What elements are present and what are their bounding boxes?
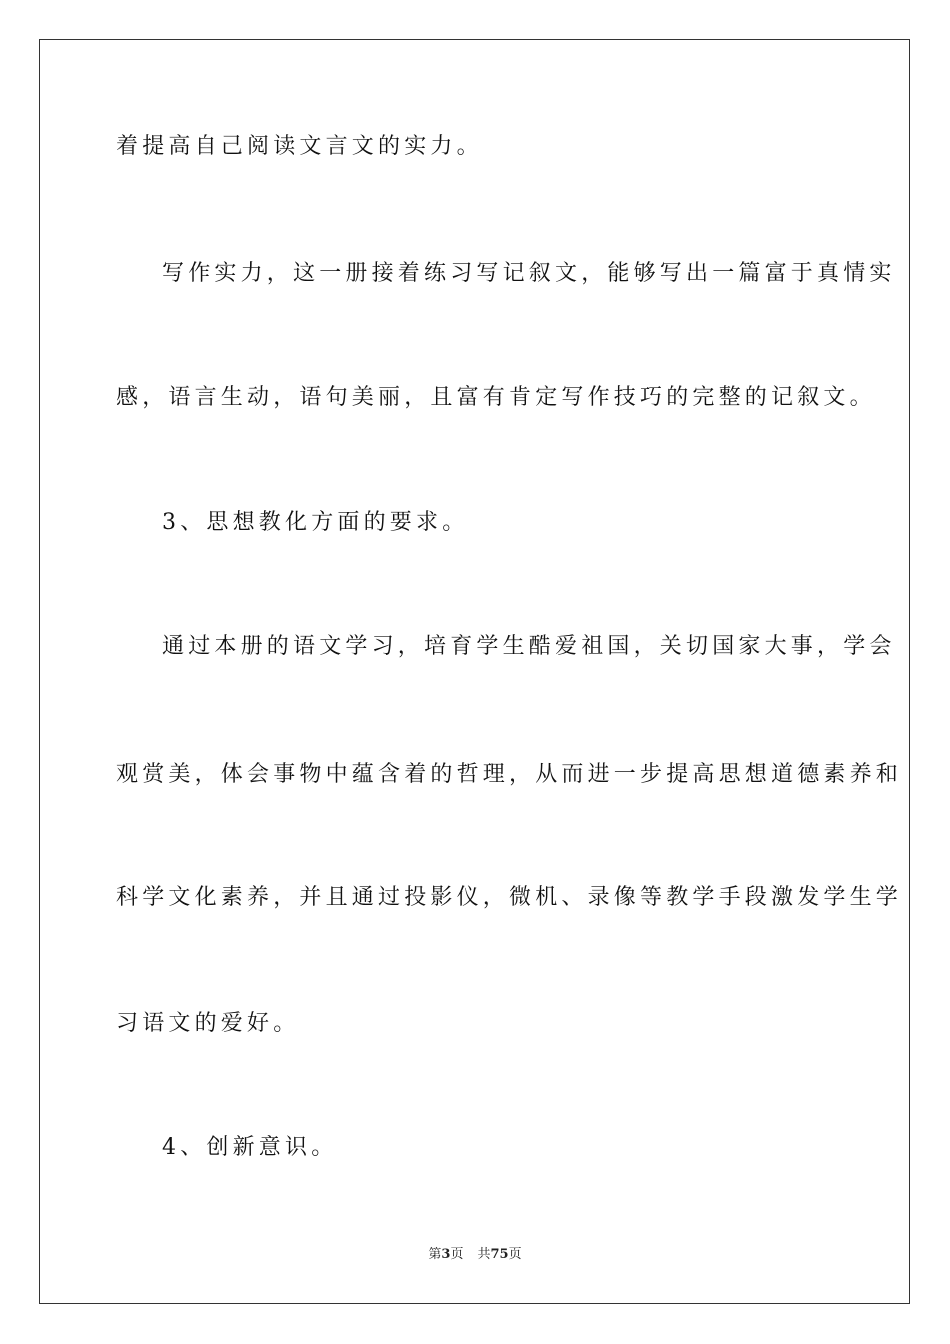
footer-total-pages: 75 (490, 1247, 509, 1262)
page-footer (0, 1246, 950, 1264)
text-line-8: 习语文的爱好。 (116, 1011, 300, 1036)
footer-page-number: 3 (441, 1247, 451, 1262)
text-line-5: 通过本册的语文学习，培育学生酷爱祖国，关切国家大事，学会 (162, 634, 896, 659)
section-heading-4: 4、创新意识。 (162, 1135, 338, 1160)
text-line-1: 着提高自己阅读文言文的实力。 (116, 134, 483, 159)
footer-total-suffix: 页 (508, 1247, 522, 1262)
text-line-6: 观赏美，体会事物中蕴含着的哲理，从而进一步提高思想道德素养和 (116, 762, 903, 787)
page-border (39, 39, 910, 1304)
footer-page-suffix: 页 (450, 1247, 464, 1262)
text-line-7: 科学文化素养，并且通过投影仪，微机、录像等教学手段激发学生学 (116, 885, 903, 910)
text-line-2: 写作实力，这一册接着练习写记叙文，能够写出一篇富于真情实 (162, 261, 896, 286)
footer-total-prefix: 共 (477, 1247, 491, 1262)
section-heading-3: 3、思想教化方面的要求。 (162, 510, 469, 535)
text-line-3: 感，语言生动，语句美丽，且富有肯定写作技巧的完整的记叙文。 (116, 385, 876, 410)
footer-page-prefix: 第 (428, 1247, 442, 1262)
